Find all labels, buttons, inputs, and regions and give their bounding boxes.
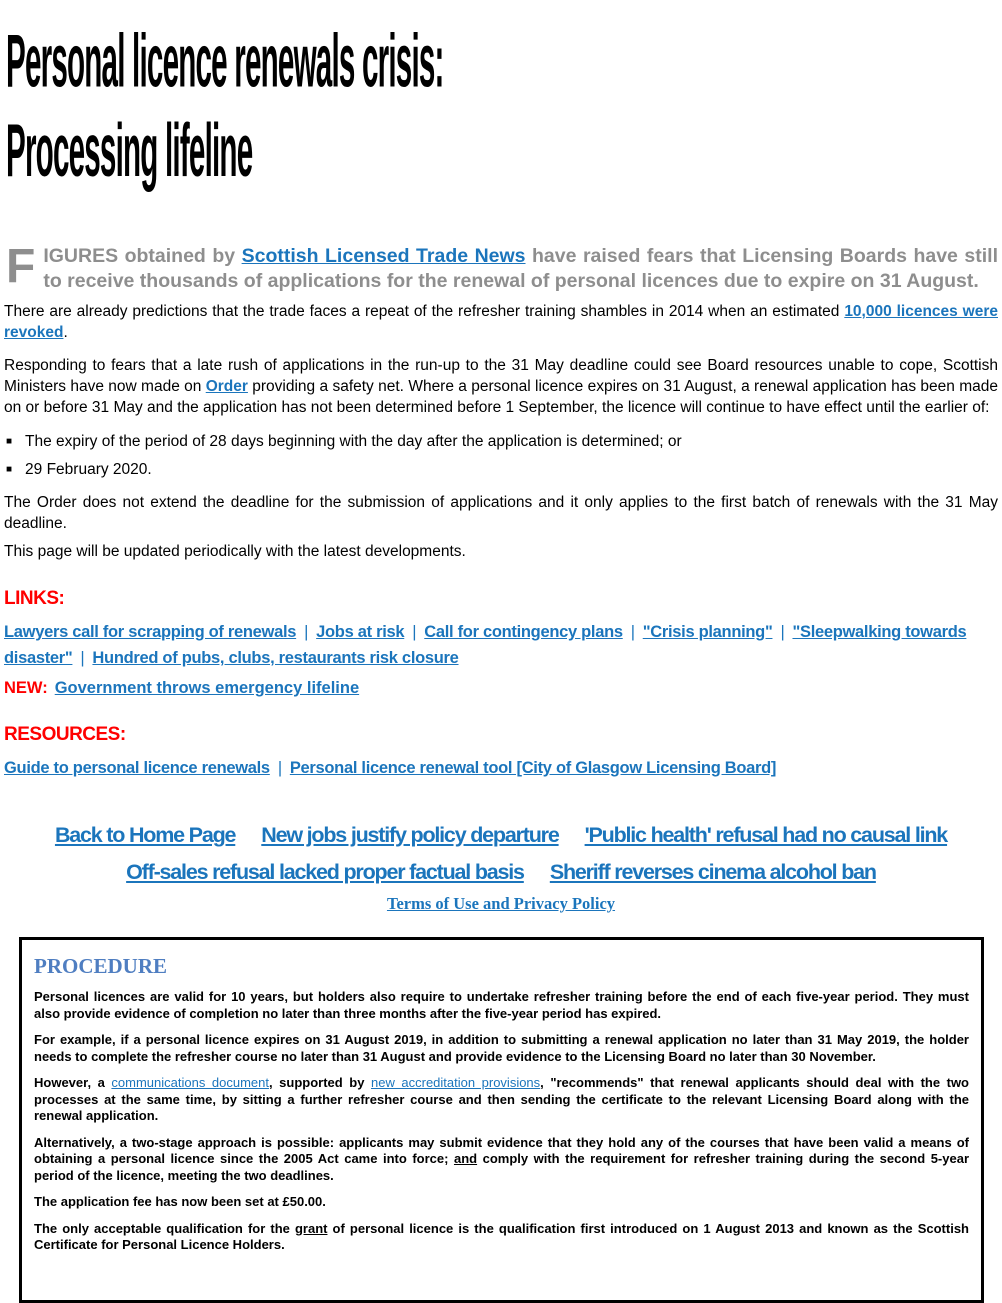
link-government-emergency-lifeline[interactable]: Government throws emergency lifeline <box>54 679 360 697</box>
resources-row <box>4 755 998 781</box>
procedure-paragraph-validity: Personal licences are valid for 10 years, but holders also require to undertake refresher training before the end of each five-year period. They must also provide evidence of completion no later than three months after the five-year period has expired. <box>34 989 969 1021</box>
bullet-list <box>4 431 998 480</box>
procedure-text: , "recommends" that renewal applicants should deal with the two processes at the same time, by sitting a further refresher course and then sending the certificate to the relevant Licensing Board along with the renewal application. <box>34 1075 969 1123</box>
link-scottish-licensed-trade-news[interactable]: Scottish Licensed Trade News <box>241 245 526 267</box>
links-section-heading: LINKS: <box>4 588 65 609</box>
link-10000-licences-revoked[interactable]: 10,000 licences were revoked <box>4 303 998 341</box>
link-order[interactable]: Order <box>205 378 248 395</box>
procedure-paragraph-fee: The application fee has now been set at £50.00. <box>34 1194 326 1209</box>
list-item <box>4 459 998 480</box>
link-crisis-planning[interactable]: "Crisis planning" <box>642 623 773 641</box>
nav-row-2 <box>4 854 998 891</box>
link-lawyers-call-scrapping[interactable]: Lawyers call for scrapping of renewals <box>4 623 297 641</box>
paragraph-safety-net-text: Responding to fears that a late rush of applications in the run-up to the 31 May deadline could see Board resources unable to cope, Scottish Ministers have now made on <box>4 357 998 395</box>
procedure-box <box>19 937 984 1303</box>
procedure-paragraph-qualification <box>34 1221 969 1254</box>
page-title-line2: Processing lifeline <box>6 107 253 193</box>
separator: | <box>630 623 635 641</box>
separator: | <box>80 649 85 667</box>
procedure-heading: PROCEDURE <box>34 954 168 978</box>
nav-link-back-to-home[interactable]: Back to Home Page <box>54 823 236 847</box>
link-guide-personal-licence-renewals[interactable]: Guide to personal licence renewals <box>4 759 270 777</box>
new-link-row <box>4 679 998 698</box>
procedure-paragraph-two-stage <box>34 1135 969 1185</box>
link-pubs-clubs-restaurants-closure[interactable]: Hundred of pubs, clubs, restaurants risk closure <box>92 649 459 667</box>
terms-row <box>4 894 998 914</box>
separator: | <box>780 623 785 641</box>
separator: | <box>277 759 282 777</box>
link-terms-privacy-policy[interactable]: Terms of Use and Privacy Policy <box>386 894 616 913</box>
paragraph-safety-net-rest: providing a safety net. Where a personal licence expires on 31 August, a renewal application has been made on or before 31 May and the application has not been determined before 1 September, the licence will continue to have effect until the earlier of: <box>4 378 998 416</box>
links-row <box>4 619 998 671</box>
paragraph-predictions <box>4 301 998 343</box>
nav-link-new-jobs-policy[interactable]: New jobs justify policy departure <box>261 823 559 847</box>
underlined-and: and <box>453 1151 478 1166</box>
link-new-accreditation-provisions[interactable]: new accreditation provisions <box>370 1075 541 1090</box>
standfirst-paragraph <box>4 240 998 294</box>
separator: | <box>304 623 309 641</box>
page-title-text <box>6 16 444 196</box>
procedure-text: of personal licence is the qualification first introduced on 1 August 2013 and known as the Scottish Certificate for Personal Licence Holders. <box>34 1220 969 1252</box>
square-bullet-icon: ■ <box>6 464 13 475</box>
procedure-text: comply with the requirement for refresher training during the second 5-year period of the licence, meeting the two deadlines. <box>34 1151 969 1183</box>
bottom-navigation <box>4 817 998 891</box>
nav-link-off-sales-refusal[interactable]: Off-sales refusal lacked proper factual basis <box>126 860 524 884</box>
bullet-text-expiry: The expiry of the period of 28 days beginning with the day after the application is determined; or <box>25 433 682 450</box>
paragraph-predictions-text: There are already predictions that the trade faces a repeat of the refresher training shambles in 2014 when an estimated <box>4 303 845 320</box>
standfirst-text-before: IGURES obtained by <box>43 245 242 267</box>
link-sleepwalking-disaster[interactable]: "Sleepwalking towards disaster" <box>4 623 967 667</box>
page-title-line1: Personal licence renewals crisis: <box>6 18 444 103</box>
page-title <box>6 16 998 192</box>
separator: | <box>412 623 417 641</box>
dropcap-letter: F <box>6 240 36 293</box>
link-communications-document[interactable]: communications document <box>111 1075 269 1090</box>
nav-row-1 <box>4 817 998 854</box>
procedure-paragraph-recommendation <box>34 1075 969 1125</box>
link-jobs-at-risk[interactable]: Jobs at risk <box>316 623 405 641</box>
standfirst-text-after: have raised fears that Licensing Boards have still to receive thousands of applications for the renewal of personal licences due to expire on 31 August. <box>43 245 998 292</box>
square-bullet-icon: ■ <box>6 436 13 447</box>
procedure-text: , supported by <box>269 1075 371 1090</box>
paragraph-predictions-period: . <box>63 324 68 341</box>
resources-section-heading: RESOURCES: <box>4 724 126 745</box>
underlined-grant: grant <box>294 1220 328 1236</box>
procedure-text: However, a <box>34 1075 112 1090</box>
paragraph-updates: This page will be updated periodically with the latest developments. <box>4 543 466 560</box>
article-page <box>0 16 1002 1303</box>
nav-link-public-health-refusal[interactable]: 'Public health' refusal had no causal link <box>584 823 948 847</box>
paragraph-safety-net <box>4 355 998 418</box>
procedure-text: The only acceptable qualification for the <box>34 1220 295 1236</box>
new-label: NEW: <box>4 679 48 697</box>
link-renewal-tool-glasgow[interactable]: Personal licence renewal tool [City of Glasgow Licensing Board] <box>289 759 777 777</box>
list-item <box>4 431 998 452</box>
procedure-text: Alternatively, a two-stage approach is possible: applicants may submit evidence that they hold any of the courses that have been valid a means of obtaining a personal licence since the 2005 Act came into force; <box>34 1134 969 1166</box>
paragraph-order-scope: The Order does not extend the deadline for the submission of applications and it only applies to the first batch of renewals with the 31 May deadline. <box>4 494 998 532</box>
bullet-text-date: 29 February 2020. <box>25 461 152 478</box>
nav-link-sheriff-cinema-ban[interactable]: Sheriff reverses cinema alcohol ban <box>549 860 876 884</box>
link-contingency-plans[interactable]: Call for contingency plans <box>424 623 623 641</box>
procedure-paragraph-example: For example, if a personal licence expires on 31 August 2019, in addition to submitting a renewal application no later than 31 May 2019, the holder needs to complete the refresher course no later than 31 August and provide evidence to the Licensing Board no later than 30 November. <box>34 1032 969 1064</box>
